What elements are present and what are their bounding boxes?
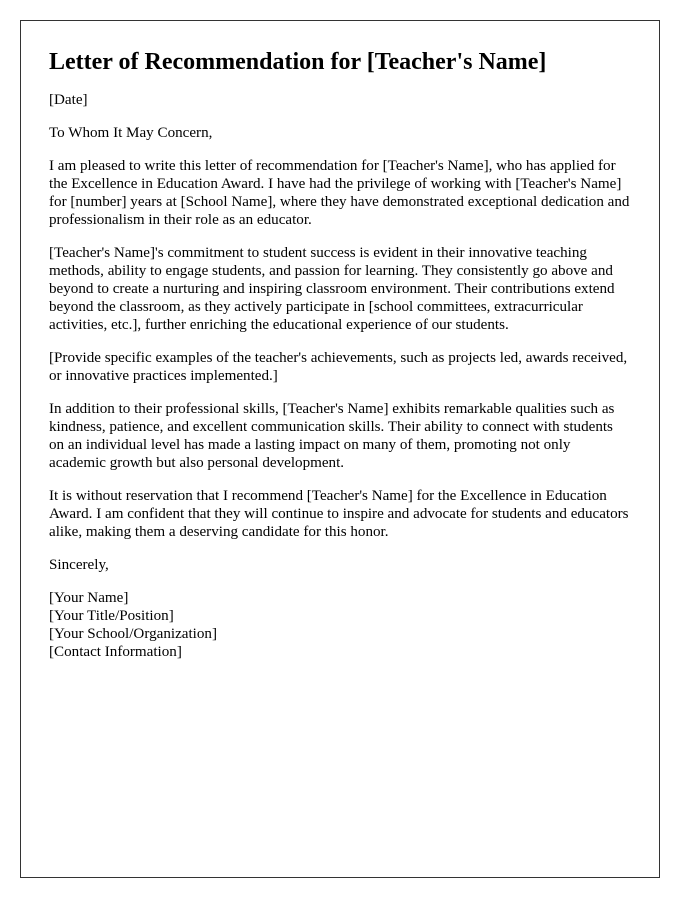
signature-contact: [Contact Information] [49,644,182,660]
signature-organization: [Your School/Organization] [49,626,217,642]
letter-paragraph-3: [Provide specific examples of the teacher's achievements, such as projects led, awards received, or innovative practices implemented.] [49,350,628,384]
letter-page [20,20,660,878]
letter-closing: Sincerely, [49,557,109,573]
signature-title: [Your Title/Position] [49,608,174,624]
signature-name: [Your Name] [49,590,129,606]
letter-paragraph-1: I am pleased to write this letter of recommendation for [Teacher's Name], who has applied for the Excellence in Education Award. I have had the privilege of working with [Teacher's Name] for [number] years at [School Name], where they have demonstrated exceptional dedication and professionalism in their role as an educator. [49,158,630,228]
letter-paragraph-4: In addition to their professional skills, [Teacher's Name] exhibits remarkable qualities such as kindness, patience, and excellent communication skills. Their ability to connect with students on an individual level has made a lasting impact on many of them, promoting not only academic growth but also personal development. [49,401,615,471]
letter-salutation: To Whom It May Concern, [49,125,213,141]
letter-paragraph-5: It is without reservation that I recommend [Teacher's Name] for the Excellence in Education Award. I am confident that they will continue to inspire and advocate for students and educators alike, making them a deserving candidate for this honor. [49,488,629,540]
letter-title: Letter of Recommendation for [Teacher's Name] [49,49,547,75]
signature-block [49,589,631,661]
letter-date: [Date] [49,92,88,108]
letter-paragraph-2: [Teacher's Name]'s commitment to student success is evident in their innovative teaching methods, ability to engage students, and passion for learning. They consistently go above and beyond to create a nurturing and inspiring classroom environment. Their contributions extend beyond the classroom, as they actively participate in [school committees, extracurricular activities, etc.], further enriching the educational experience of our students. [49,245,615,333]
